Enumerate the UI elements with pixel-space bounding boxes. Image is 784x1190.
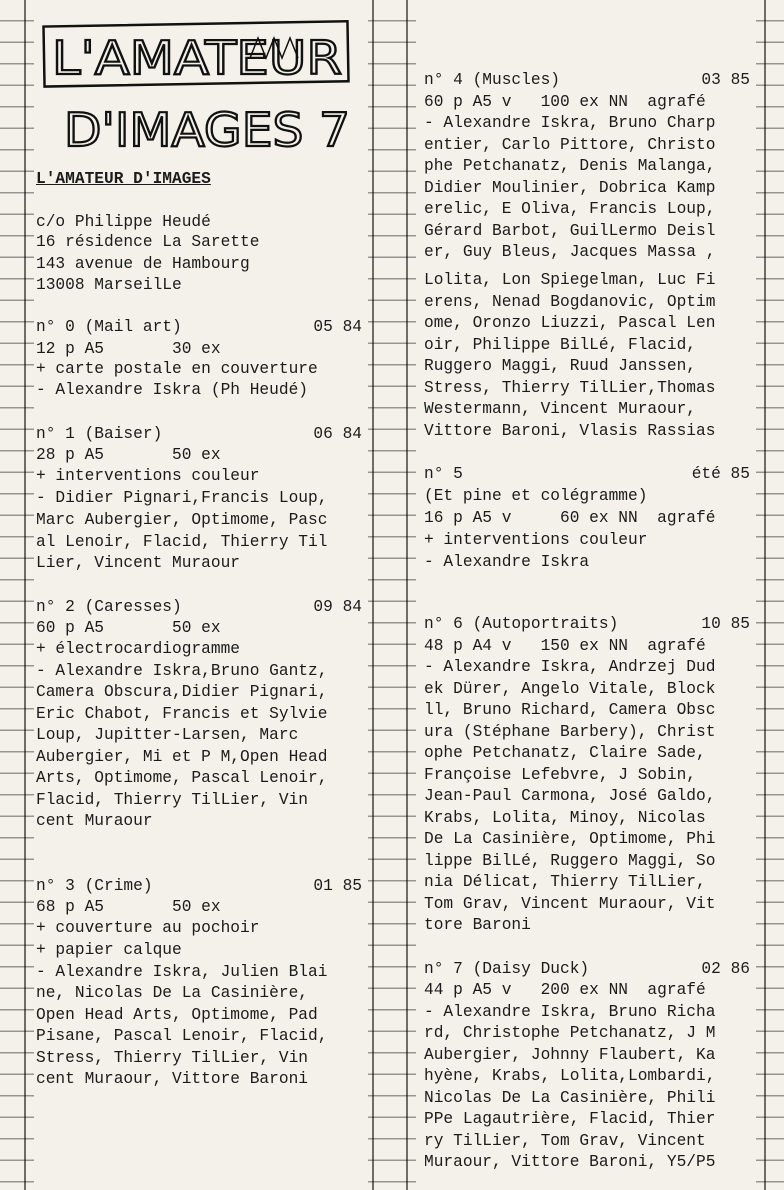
text-line	[424, 242, 754, 264]
text-line	[424, 614, 754, 636]
line-text: + interventions couleur	[36, 467, 260, 485]
text-line	[36, 747, 366, 769]
line-text: ne, Nicolas De La Casinière,	[36, 984, 308, 1002]
text-line	[424, 808, 754, 830]
issue-date: 03 85	[701, 71, 750, 89]
line-text: 68 p A5 50 ex	[36, 898, 221, 916]
line-text: + interventions couleur	[424, 531, 648, 549]
text-line	[424, 421, 754, 443]
line-text: L'AMATEUR D'IMAGES	[36, 170, 211, 188]
text-line	[36, 918, 366, 940]
line-text: n° 0 (Mail art)	[36, 318, 182, 336]
text-line	[424, 1045, 754, 1067]
line-text: Krabs, Lolita, Minoy, Nicolas	[424, 809, 706, 827]
text-line	[36, 876, 366, 898]
text-line	[36, 962, 366, 984]
issue-date: été 85	[691, 465, 750, 483]
line-text: erens, Nenad Bogdanovic, Optim	[424, 293, 716, 311]
line-text: + papier calque	[36, 941, 182, 959]
text-line	[424, 113, 754, 135]
text-line	[36, 682, 366, 704]
line-text: - Alexandre Iskra	[424, 553, 590, 571]
line-text: ophe Petchanatz, Claire Sade,	[424, 744, 706, 762]
text-line	[36, 618, 366, 640]
line-text: Ruggero Maggi, Ruud Janssen,	[424, 357, 696, 375]
text-line	[424, 70, 754, 92]
text-line	[424, 1131, 754, 1153]
line-text: - Alexandre Iskra,Bruno Gantz,	[36, 662, 328, 680]
text-line	[424, 92, 754, 114]
line-text: 48 p A4 v 150 ex NN agrafé	[424, 637, 706, 655]
line-text: De La Casinière, Optimome, Phi	[424, 830, 716, 848]
text-line	[424, 486, 754, 508]
text-line	[424, 636, 754, 658]
line-text: er, Guy Bleus, Jacques Massa ,	[424, 243, 716, 261]
text-line	[36, 317, 366, 339]
text-line	[424, 135, 754, 157]
text-line	[36, 983, 366, 1005]
line-text: Marc Aubergier, Optimome, Pasc	[36, 511, 328, 529]
line-text: n° 6 (Autoportraits)	[424, 615, 619, 633]
text-line	[424, 1023, 754, 1045]
text-line	[424, 199, 754, 221]
line-text: + couverture au pochoir	[36, 919, 260, 937]
line-text: Aubergier, Johnny Flaubert, Ka	[424, 1046, 716, 1064]
text-line	[424, 894, 754, 916]
text-line	[424, 1002, 754, 1024]
text-line	[424, 1066, 754, 1088]
line-text: phe Petchanatz, Denis Malanga,	[424, 157, 716, 175]
line-text: - Alexandre Iskra, Bruno Richa	[424, 1003, 716, 1021]
text-line	[36, 1069, 366, 1091]
text-line	[424, 335, 754, 357]
text-line	[36, 940, 366, 962]
line-text: Stress, Thierry TilLier,Thomas	[424, 379, 716, 397]
line-text: Arts, Optimome, Pascal Lenoir,	[36, 769, 328, 787]
line-text: cent Muraour	[36, 812, 153, 830]
line-text: Pisane, Pascal Lenoir, Flacid,	[36, 1027, 328, 1045]
line-text: - Didier Pignari,Francis Loup,	[36, 489, 328, 507]
text-line	[424, 399, 754, 421]
line-text: hyène, Krabs, Lolita,Lombardi,	[424, 1067, 716, 1085]
text-line	[424, 872, 754, 894]
line-text: n° 1 (Baiser)	[36, 425, 163, 443]
text-line	[424, 464, 754, 486]
line-text: - Alexandre Iskra, Bruno Charp	[424, 114, 716, 132]
text-line	[424, 980, 754, 1002]
text-line	[36, 339, 366, 361]
text-line	[424, 178, 754, 200]
text-line	[424, 657, 754, 679]
handwritten-logo	[40, 18, 370, 166]
right-margin-line	[764, 0, 766, 1190]
text-line	[36, 488, 366, 510]
text-line	[36, 1048, 366, 1070]
line-text: n° 4 (Muscles)	[424, 71, 560, 89]
line-text: oir, Philippe BilLé, Flacid,	[424, 336, 696, 354]
line-text: cent Muraour, Vittore Baroni	[36, 1070, 308, 1088]
text-line	[424, 378, 754, 400]
text-line	[424, 722, 754, 744]
text-line	[424, 552, 754, 574]
text-line	[36, 725, 366, 747]
text-line	[424, 270, 754, 292]
text-line	[36, 424, 366, 446]
text-line	[36, 169, 366, 191]
line-text: Lier, Vincent Muraour	[36, 554, 240, 572]
line-text: PPe Lagautrière, Flacid, Thier	[424, 1110, 716, 1128]
text-line	[424, 959, 754, 981]
line-text: - Alexandre Iskra, Julien Blai	[36, 963, 328, 981]
line-text: + carte postale en couverture	[36, 360, 318, 378]
logo-line-2: D'IMAGES 7	[64, 103, 350, 157]
text-line	[424, 530, 754, 552]
line-text: Stress, Thierry TilLier, Vin	[36, 1049, 308, 1067]
text-line	[424, 851, 754, 873]
text-line	[36, 790, 366, 812]
text-line	[36, 1026, 366, 1048]
line-text: ll, Bruno Richard, Camera Obsc	[424, 701, 716, 719]
line-text: Lolita, Lon Spiegelman, Luc Fi	[424, 271, 716, 289]
line-text: 44 p A5 v 200 ex NN agrafé	[424, 981, 706, 999]
left-margin-rules	[0, 0, 34, 1190]
text-line	[36, 359, 366, 381]
text-line	[36, 254, 366, 276]
line-text: Aubergier, Mi et P M,Open Head	[36, 748, 328, 766]
issue-date: 06 84	[313, 425, 362, 443]
text-line	[424, 156, 754, 178]
text-line	[424, 313, 754, 335]
gutter-line-right	[406, 0, 408, 1190]
text-line	[424, 1152, 754, 1174]
line-text: ry TilLier, Tom Grav, Vincent	[424, 1132, 706, 1150]
line-text: 60 p A5 v 100 ex NN agrafé	[424, 93, 706, 111]
text-line	[36, 232, 366, 254]
line-text: ome, Oronzo Liuzzi, Pascal Len	[424, 314, 716, 332]
text-line	[424, 786, 754, 808]
line-text: Muraour, Vittore Baroni, Y5/P5	[424, 1153, 716, 1171]
line-text: Camera Obscura,Didier Pignari,	[36, 683, 328, 701]
line-text: 13008 MarseilLe	[36, 276, 182, 294]
text-line	[36, 661, 366, 683]
text-line	[424, 508, 754, 530]
line-text: entier, Carlo Pittore, Christo	[424, 136, 716, 154]
text-line	[424, 743, 754, 765]
line-text: - Alexandre Iskra, Andrzej Dud	[424, 658, 716, 676]
text-line	[424, 679, 754, 701]
logo-line-1: L'AMATEUR	[52, 31, 342, 85]
text-line	[36, 510, 366, 532]
text-line	[36, 811, 366, 833]
text-line	[36, 380, 366, 402]
line-text: erelic, E Oliva, Francis Loup,	[424, 200, 716, 218]
line-text: n° 7 (Daisy Duck)	[424, 960, 590, 978]
gutter-line-left	[372, 0, 374, 1190]
line-text: tore Baroni	[424, 916, 531, 934]
line-text: 143 avenue de Hambourg	[36, 255, 250, 273]
text-line	[36, 445, 366, 467]
line-text: ura (Stéphane Barbery), Christ	[424, 723, 716, 741]
text-line	[424, 356, 754, 378]
line-text: rd, Christophe Petchanatz, J M	[424, 1024, 716, 1042]
line-text: Flacid, Thierry TilLier, Vin	[36, 791, 308, 809]
line-text: lippe BilLé, Ruggero Maggi, So	[424, 852, 716, 870]
line-text: c/o Philippe Heudé	[36, 213, 211, 231]
line-text: 16 p A5 v 60 ex NN agrafé	[424, 509, 716, 527]
text-line	[424, 1109, 754, 1131]
line-text: - Alexandre Iskra (Ph Heudé)	[36, 381, 308, 399]
text-line	[424, 700, 754, 722]
issue-date: 09 84	[313, 598, 362, 616]
issue-date: 01 85	[313, 877, 362, 895]
text-line	[36, 1005, 366, 1027]
line-text: al Lenoir, Flacid, Thierry Til	[36, 533, 328, 551]
issue-date: 05 84	[313, 318, 362, 336]
text-line	[424, 915, 754, 937]
right-margin-rules	[756, 0, 784, 1190]
line-text: n° 2 (Caresses)	[36, 598, 182, 616]
line-text: Loup, Jupitter-Larsen, Marc	[36, 726, 299, 744]
line-text: Nicolas De La Casinière, Phili	[424, 1089, 716, 1107]
line-text: Gérard Barbot, GuilLermo Deisl	[424, 222, 716, 240]
text-line	[36, 768, 366, 790]
text-line	[36, 275, 366, 297]
line-text: Open Head Arts, Optimome, Pad	[36, 1006, 318, 1024]
line-text: Jean-Paul Carmona, José Galdo,	[424, 787, 716, 805]
line-text: Vittore Baroni, Vlasis Rassias	[424, 422, 716, 440]
line-text: n° 3 (Crime)	[36, 877, 153, 895]
text-line	[424, 221, 754, 243]
text-line	[424, 829, 754, 851]
left-margin-line	[24, 0, 26, 1190]
text-line	[36, 553, 366, 575]
text-line	[424, 292, 754, 314]
line-text: Eric Chabot, Francis et Sylvie	[36, 705, 328, 723]
issue-date: 02 86	[701, 960, 750, 978]
line-text: nia Délicat, Thierry TilLier,	[424, 873, 706, 891]
center-gutter-rules	[368, 0, 416, 1190]
line-text: 16 résidence La Sarette	[36, 233, 260, 251]
text-line	[36, 466, 366, 488]
line-text: + électrocardiogramme	[36, 640, 240, 658]
line-text: (Et pine et colégramme)	[424, 487, 648, 505]
text-line	[36, 212, 366, 234]
text-line	[36, 597, 366, 619]
issue-date: 10 85	[701, 615, 750, 633]
text-line	[36, 532, 366, 554]
text-line	[36, 704, 366, 726]
line-text: Westermann, Vincent Muraour,	[424, 400, 696, 418]
line-text: n° 5	[424, 465, 463, 483]
line-text: Didier Moulinier, Dobrica Kamp	[424, 179, 716, 197]
line-text: Françoise Lefebvre, J Sobin,	[424, 766, 696, 784]
text-line	[36, 639, 366, 661]
line-text: ek Dürer, Angelo Vitale, Block	[424, 680, 716, 698]
line-text: 12 p A5 30 ex	[36, 340, 221, 358]
line-text: 28 p A5 50 ex	[36, 446, 221, 464]
text-line	[36, 897, 366, 919]
line-text: Tom Grav, Vincent Muraour, Vit	[424, 895, 716, 913]
text-line	[424, 1088, 754, 1110]
text-line	[424, 765, 754, 787]
line-text: 60 p A5 50 ex	[36, 619, 221, 637]
